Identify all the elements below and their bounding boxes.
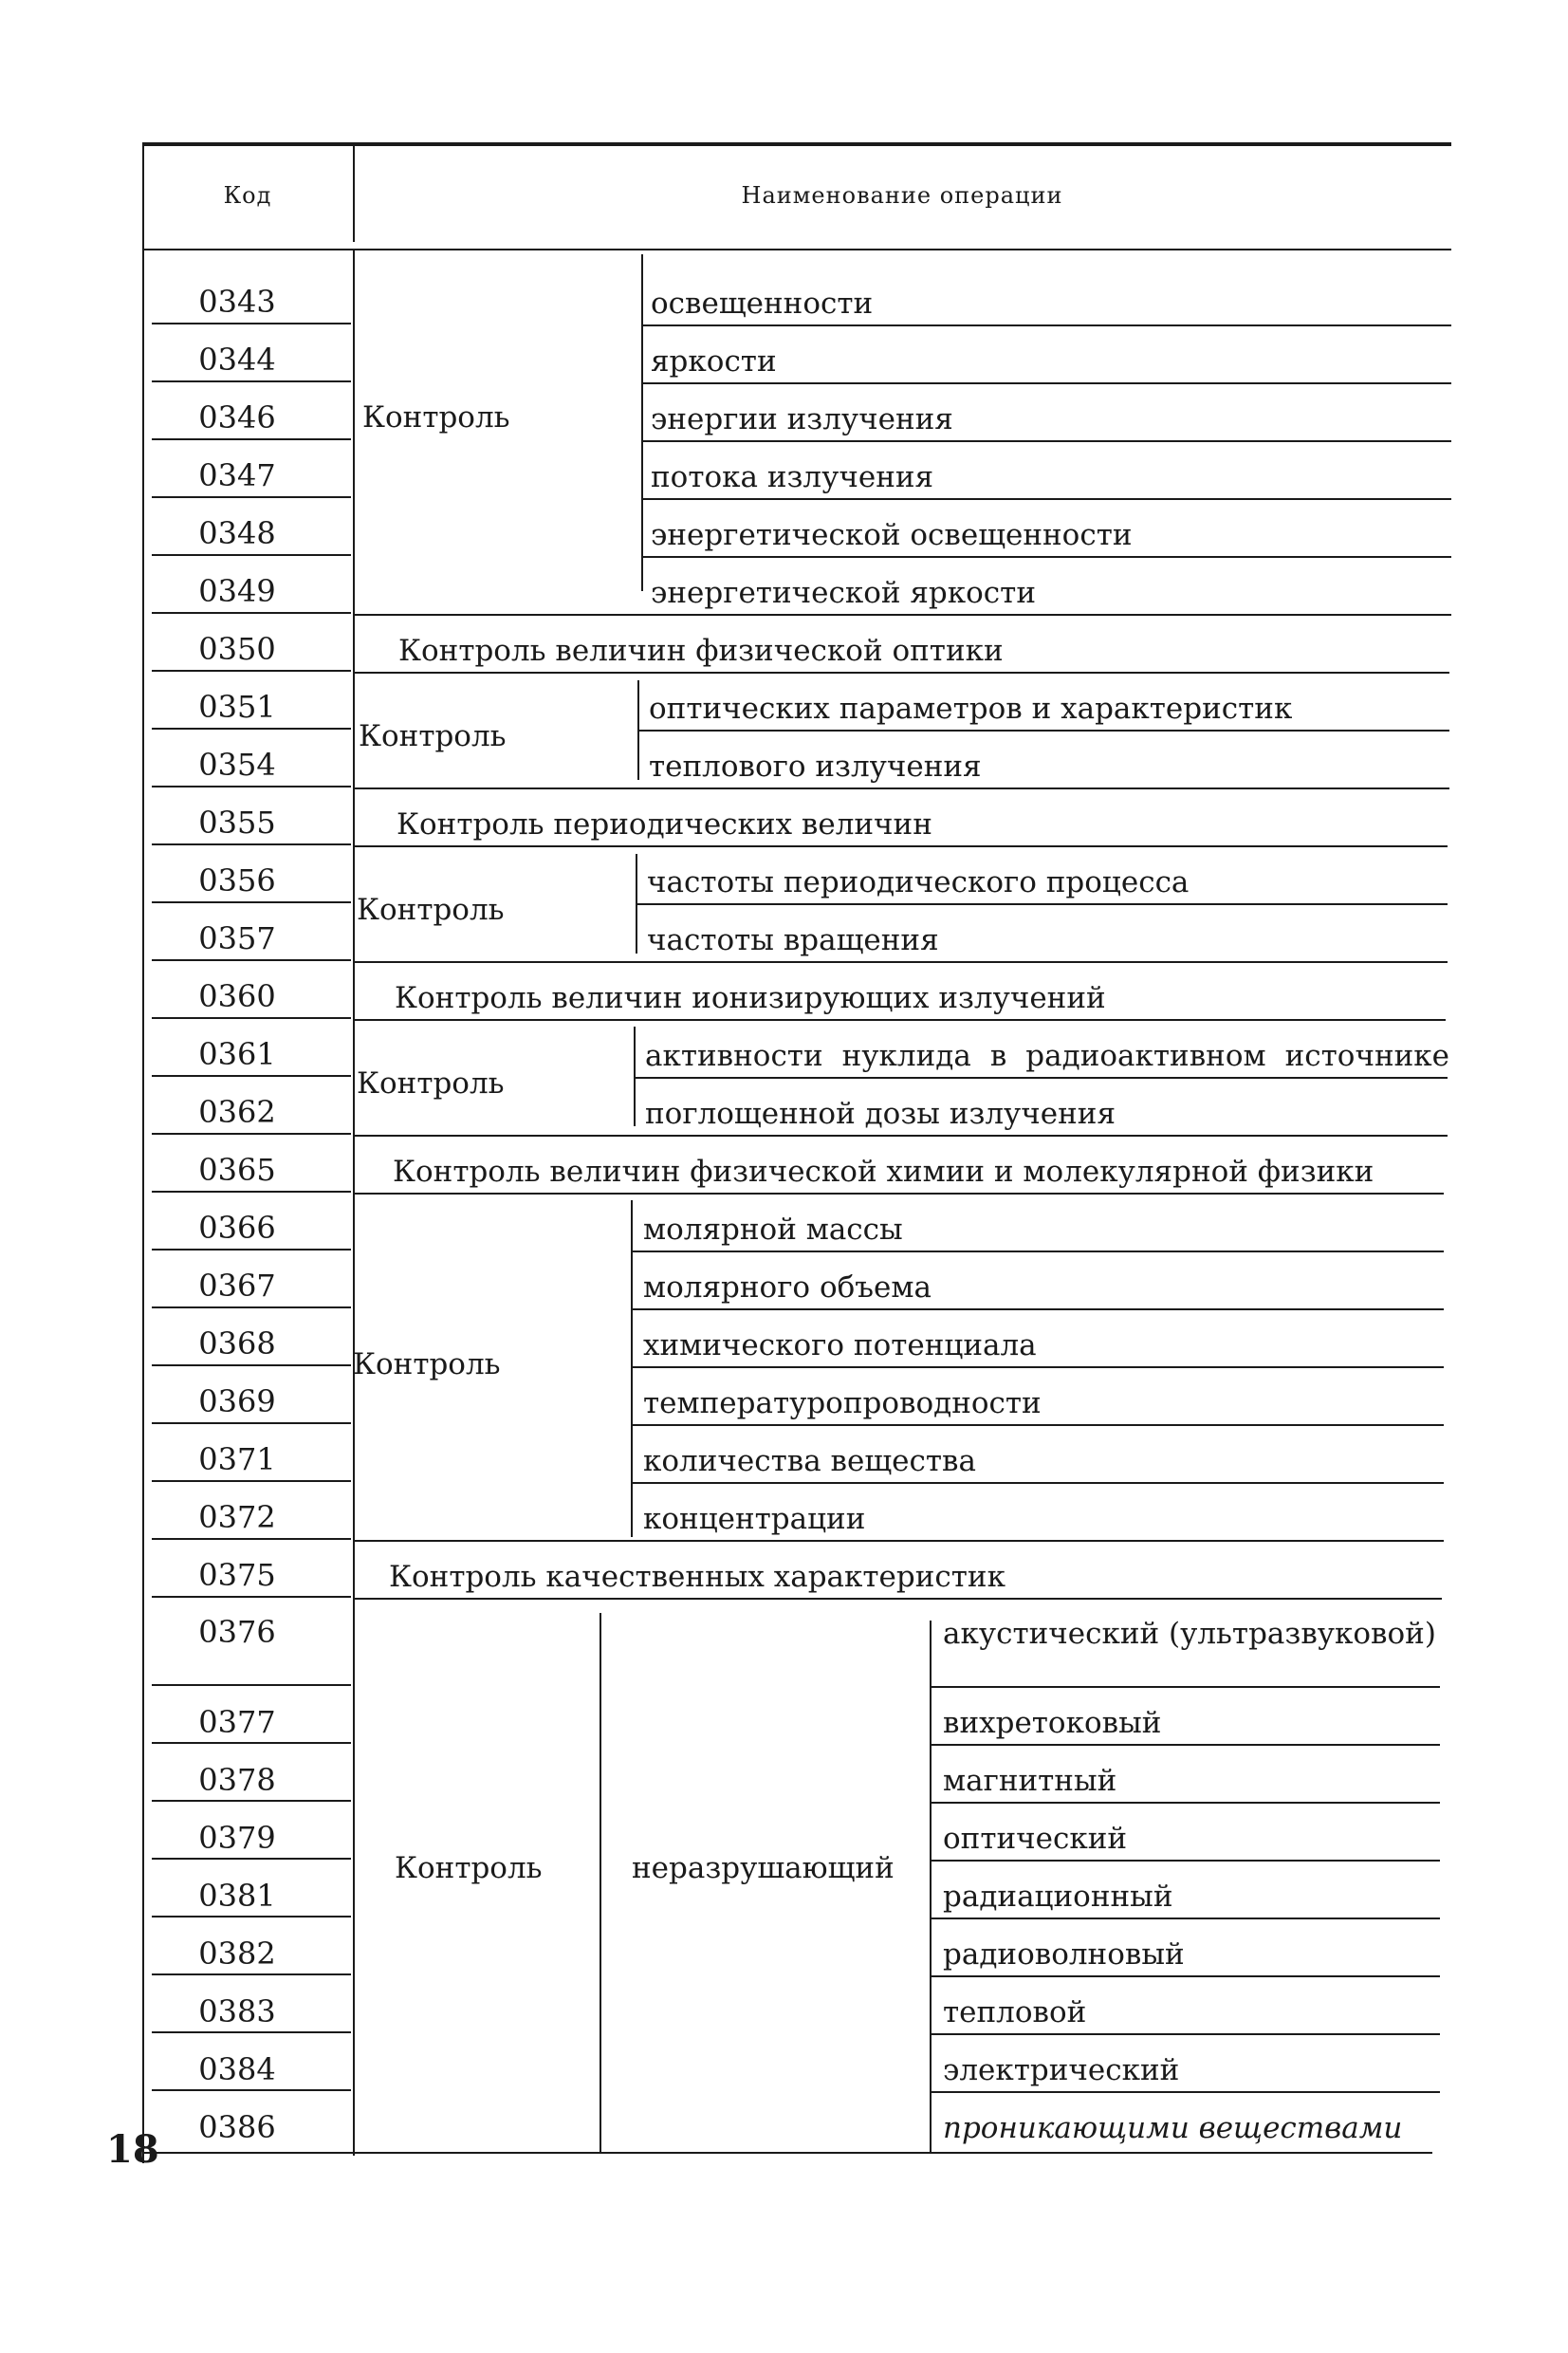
row-separator — [930, 2033, 1440, 2035]
operation-item: оптический — [943, 1822, 1128, 1856]
operation-row: Контроль величин физической оптики — [398, 634, 1004, 668]
code-cell: 0371 — [198, 1441, 276, 1477]
code-cell: 0362 — [198, 1094, 276, 1130]
code-separator — [152, 496, 351, 498]
operation-item: частоты периодического процесса — [647, 865, 1190, 899]
operation-item: частоты вращения — [647, 923, 939, 957]
operation-item: проникающими веществами — [943, 2111, 1403, 2145]
code-cell: 0361 — [198, 1036, 276, 1072]
operation-item: акустический (ультразвуковой) — [943, 1617, 1436, 1651]
header-operation-name: Наименование операции — [741, 182, 1063, 209]
control-label: Контроль — [362, 400, 510, 435]
code-cell: 0368 — [198, 1325, 276, 1362]
code-separator — [152, 1684, 351, 1686]
operation-item: радиоволновый — [943, 1937, 1185, 1972]
operation-item: энергетической освещенности — [651, 518, 1133, 552]
code-cell: 0378 — [198, 1762, 276, 1798]
row-separator — [930, 1686, 1440, 1688]
row-separator — [631, 1366, 1444, 1368]
row-separator — [353, 614, 1451, 616]
operation-item: концентрации — [643, 1502, 866, 1536]
code-separator — [152, 438, 351, 440]
row-separator — [353, 1540, 1444, 1542]
operation-item: радиационный — [943, 1880, 1173, 1914]
row-separator — [641, 498, 1451, 500]
row-separator — [353, 1019, 1446, 1021]
row-separator — [641, 440, 1451, 442]
row-separator — [631, 1482, 1444, 1484]
code-separator — [152, 1538, 351, 1540]
code-separator — [152, 1916, 351, 1918]
code-separator — [152, 612, 351, 614]
nondestructive-label: неразрушающий — [632, 1851, 895, 1885]
code-cell: 0376 — [198, 1614, 276, 1650]
code-cell: 0386 — [198, 2109, 276, 2145]
row-separator — [641, 556, 1451, 558]
code-cell: 0372 — [198, 1499, 276, 1535]
row-separator — [641, 324, 1451, 326]
code-separator — [152, 380, 351, 382]
code-cell: 0375 — [198, 1557, 276, 1593]
code-cell: 0346 — [198, 399, 276, 435]
code-separator — [152, 1973, 351, 1975]
code-separator — [152, 554, 351, 556]
operation-item: молярной массы — [643, 1213, 903, 1247]
table-bottom-border — [142, 2152, 1432, 2154]
code-cell: 0343 — [198, 284, 276, 320]
code-separator — [152, 1480, 351, 1482]
row-separator — [930, 1744, 1440, 1746]
code-cell: 0369 — [198, 1383, 276, 1419]
code-cell: 0367 — [198, 1268, 276, 1304]
operation-row: Контроль величин физической химии и молекулярной физики — [393, 1155, 1374, 1189]
code-cell: 0354 — [198, 747, 276, 783]
code-separator — [152, 786, 351, 787]
code-separator — [152, 1133, 351, 1135]
row-separator — [353, 1193, 1444, 1195]
operation-item: электрический — [943, 2053, 1180, 2087]
code-separator — [152, 1191, 351, 1193]
row-separator — [353, 672, 1449, 674]
row-separator — [353, 845, 1448, 847]
code-separator — [152, 1800, 351, 1802]
control-label: Контроль — [353, 1347, 501, 1381]
code-cell: 0360 — [198, 978, 276, 1014]
code-separator — [152, 1017, 351, 1019]
code-separator — [152, 901, 351, 903]
row-separator — [634, 1077, 1448, 1079]
code-separator — [152, 2089, 351, 2091]
control-label: Контроль — [395, 1851, 543, 1885]
operation-item: тепловой — [943, 1995, 1087, 2029]
row-separator — [353, 1135, 1448, 1137]
code-separator — [152, 1306, 351, 1308]
operation-item: теплового излучения — [649, 750, 982, 784]
row-separator — [930, 1918, 1440, 1919]
sub-divider-f2 — [930, 1621, 932, 2152]
code-cell: 0382 — [198, 1936, 276, 1972]
operation-row: Контроль качественных характеристик — [389, 1560, 1005, 1594]
sub-divider-f1 — [600, 1613, 601, 2154]
row-separator — [631, 1424, 1444, 1426]
code-cell: 0384 — [198, 2051, 276, 2087]
operation-item: яркости — [651, 344, 777, 379]
operation-item: оптических параметров и характеристик — [649, 692, 1293, 726]
code-column-divider — [353, 249, 355, 2156]
code-cell: 0379 — [198, 1820, 276, 1856]
code-cell: 0344 — [198, 342, 276, 378]
page-number: 18 — [106, 2127, 159, 2172]
code-cell: 0357 — [198, 920, 276, 956]
operation-row: Контроль периодических величин — [397, 807, 932, 842]
row-separator — [636, 903, 1448, 905]
operation-item: освещенности — [651, 287, 874, 321]
operation-item: магнитный — [943, 1764, 1117, 1798]
code-separator — [152, 323, 351, 324]
row-separator — [930, 2091, 1440, 2093]
code-separator — [152, 1858, 351, 1860]
code-separator — [152, 1596, 351, 1598]
operation-item: химического потенциала — [643, 1328, 1037, 1362]
code-cell: 0381 — [198, 1878, 276, 1914]
row-separator — [631, 1308, 1444, 1310]
code-cell: 0349 — [198, 573, 276, 609]
operation-row: Контроль величин ионизирующих излучений — [395, 981, 1106, 1015]
operation-item: молярного объема — [643, 1270, 932, 1305]
row-separator — [930, 1860, 1440, 1862]
row-separator — [930, 1975, 1440, 1977]
operation-item: энергии излучения — [651, 402, 953, 436]
code-separator — [152, 1075, 351, 1077]
sub-divider-a — [641, 254, 643, 591]
table-top-border — [142, 142, 1451, 146]
code-separator — [152, 843, 351, 845]
code-cell: 0355 — [198, 805, 276, 841]
code-separator — [152, 1422, 351, 1424]
code-separator — [152, 1364, 351, 1366]
row-separator — [353, 961, 1448, 963]
code-cell: 0348 — [198, 515, 276, 551]
operation-item: поглощенной дозы излучения — [645, 1097, 1116, 1131]
row-separator — [641, 382, 1451, 384]
code-separator — [152, 1249, 351, 1251]
row-separator — [930, 1802, 1440, 1804]
code-cell: 0351 — [198, 689, 276, 725]
row-separator — [353, 787, 1449, 789]
header-bottom-border — [142, 249, 1451, 250]
operation-item: потока излучения — [651, 460, 934, 494]
control-label: Контроль — [357, 1066, 505, 1101]
operation-item: количества вещества — [643, 1444, 976, 1478]
code-separator — [152, 1742, 351, 1744]
code-cell: 0383 — [198, 1993, 276, 2029]
code-separator — [152, 959, 351, 961]
code-cell: 0366 — [198, 1210, 276, 1246]
code-separator — [152, 2031, 351, 2033]
operation-item: активности нуклида в радиоактивном источнике — [645, 1039, 1449, 1073]
row-separator — [631, 1251, 1444, 1252]
operation-item: температуропроводности — [643, 1386, 1042, 1420]
code-cell: 0365 — [198, 1152, 276, 1188]
code-separator — [152, 670, 351, 672]
row-separator — [637, 730, 1449, 732]
control-label: Контроль — [359, 719, 507, 753]
header-code: Код — [223, 182, 272, 209]
code-separator — [152, 728, 351, 730]
operation-item: вихретоковый — [943, 1706, 1162, 1740]
operation-item: энергетической яркости — [651, 576, 1036, 610]
row-separator — [353, 1598, 1442, 1600]
control-label: Контроль — [357, 893, 505, 927]
code-cell: 0347 — [198, 457, 276, 493]
code-cell: 0356 — [198, 862, 276, 899]
code-cell: 0350 — [198, 631, 276, 667]
code-cell: 0377 — [198, 1704, 276, 1740]
